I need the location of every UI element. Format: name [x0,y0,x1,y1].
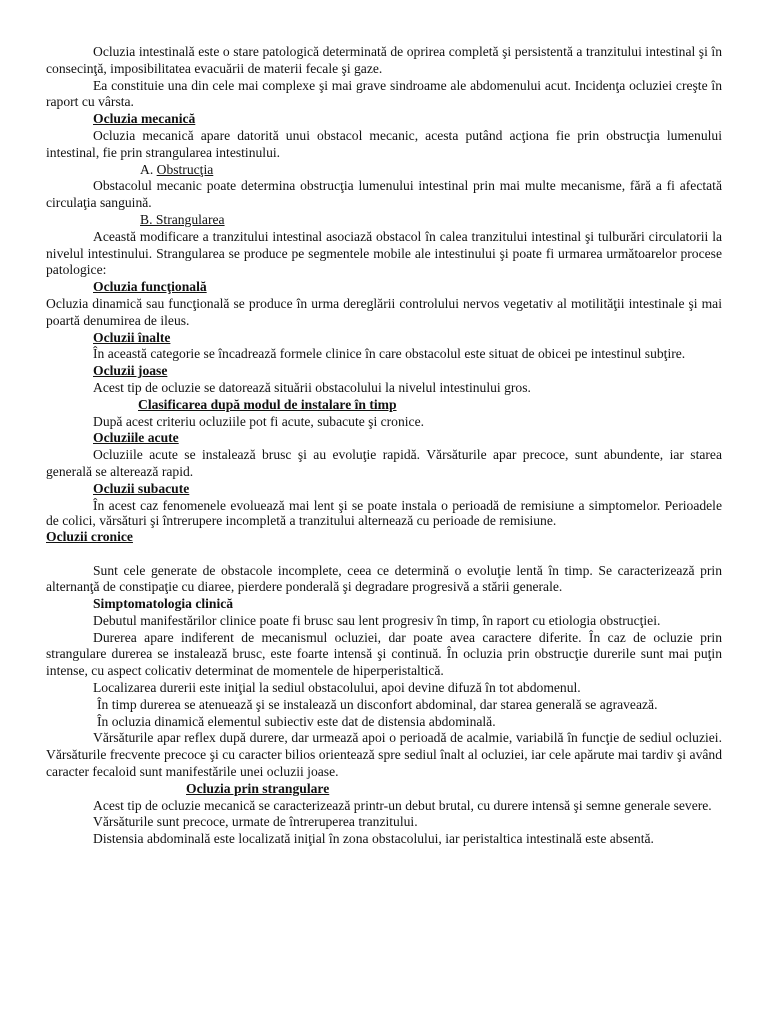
paragraph-acute: Ocluziile acute se instalează brusc şi au evoluţie rapidă. Vărsăturile apar precoce, sunt abundente, iar starea generală se alterează rapid. [46,447,722,479]
heading-ocluzia-functionala: Ocluzia funcţională [93,279,207,295]
paragraph-debut-brutal: Acest tip de ocluzie mecanică se caracterizează printr-un debut brutal, cu durere intensă şi semne generale severe. [93,797,712,813]
paragraph-mecanica: Ocluzia mecanică apare datorită unui obstacol mecanic, acesta putând acţiona fie prin obstrucţia lumenului intestinal, fie prin strangularea intestinului. [46,127,722,160]
paragraph-atenuare: În timp durerea se atenuează şi se instalează un disconfort abdominal, dar starea generală se agravează. [97,696,658,712]
paragraph-functionala: Ocluzia dinamică sau funcţională se produce în urma dereglării controlului nervos vegetativ al motilităţii intestinale şi mai poartă denumirea de ileus. [46,295,722,328]
paragraph-debut: Debutul manifestărilor clinice poate fi brusc sau lent progresiv în timp, în raport cu etiologia obstrucţiei. [93,612,661,628]
blank-line [46,546,722,563]
paragraph-varsaturi-precoce: Vărsăturile sunt precoce, urmate de întreruperea tranzitului. [93,814,418,830]
subheading-strangularea: B. Strangularea [140,211,225,227]
paragraph-distensia: Distensia abdominală este localizată iniţial în zona obstacolului, iar peristaltica intestinală este absentă. [93,831,654,847]
paragraph-subacute: În acest caz fenomenele evoluează mai lent şi se poate instala o perioadă de remisiune a simptomelor. Perioadele de colici, vărsături şi întrerupere incompletă a tranzitului alternează cu perioade de remisiune. [46,497,722,529]
paragraph-obstructia: Obstacolul mecanic poate determina obstrucţia lumenului intestinal prin mai multe mecanisme, fără a fi afectată circulaţia sanguină. [46,178,722,211]
paragraph-incidence: Ea constituie una din cele mai complexe şi mai grave sindroame ale abdomenului acut. Incidenţa ocluziei creşte în raport cu vârsta. [46,77,722,110]
paragraph-clasificare: După acest criteriu ocluziile pot fi acute, subacute şi cronice. [93,413,425,429]
paragraph-strangularea: Această modificare a tranzitului intestinal asociază obstacol în calea tranzitului intestinal şi tulburări circulatorii la nivelul intestinului. Strangularea se produce pe segmentele mobile ale intestinului şi poate fi urmarea următoarelor procese patologice: [46,228,722,278]
heading-ocluzia-mecanica: Ocluzia mecanică [93,111,196,127]
heading-ocluzii-subacute: Ocluzii subacute [93,480,190,496]
paragraph-cronice: Sunt cele generate de obstacole incomplete, ceea ce determină o evoluţie lentă în timp. Se caracterizează prin alternanţă de constipaţie cu diaree, pierdere ponderală şi degradare progresivă a stării generale. [46,562,722,595]
paragraph-varsaturile: Vărsăturile apar reflex după durere, dar urmează apoi o perioadă de acalmie, variabilă în funcţie de sediul ocluziei. Vărsăturile frecvente precoce şi cu caracter bilios orientează spre sediul înalt al ocluziei, iar cele apărute mai tardiv şi având caracter fecaloid sunt manifestările unei ocluzii joase. [46,730,722,780]
document-page [46,44,722,848]
paragraph-intro: Ocluzia intestinală este o stare patologică determinată de oprirea completă şi persistentă a tranzitului intestinal şi în consecinţă, imposibilitatea evacuării de materii fecale şi gaze. [46,44,722,76]
heading-ocluzii-cronice: Ocluzii cronice [46,528,133,544]
heading-ocluzii-joase: Ocluzii joase [93,363,168,379]
heading-ocluzii-inalte: Ocluzii înalte [93,329,171,345]
paragraph-durerea: Durerea apare indiferent de mecanismul ocluziei, dar poate avea caractere diferite. În caz de ocluzie prin strangulare durerea se instalează brusc, este foarte intensă şi continuă. În ocluzia prin obstrucţie durerile sunt mai puţin intense, cu aspect colicativ determinat de momentele de hiperperistaltică. [46,629,722,679]
heading-clasificare: Clasificarea după modul de instalare în timp [138,396,397,412]
subheading-obstructia-prefix: A. [140,161,154,177]
paragraph-localizarea: Localizarea durerii este iniţial la sediul obstacolului, apoi devine difuză în tot abdomenul. [93,680,581,696]
heading-ocluzia-prin-strangulare: Ocluzia prin strangulare [186,780,330,796]
subheading-obstructia [46,162,722,179]
subheading-obstructia-label: Obstrucţia [156,161,214,177]
paragraph-inalte: În această categorie se încadrează formele clinice în care obstacolul este situat de obicei pe intestinul subţire. [93,346,686,362]
heading-simptomatologia: Simptomatologia clinică [93,596,234,612]
heading-ocluziile-acute: Ocluziile acute [93,430,179,446]
paragraph-joase: Acest tip de ocluzie se datorează situării obstacolului la nivelul intestinului gros. [93,379,531,395]
paragraph-ocluzia-dinamica: În ocluzia dinamică elementul subiectiv este dat de distensia abdominală. [97,713,496,729]
